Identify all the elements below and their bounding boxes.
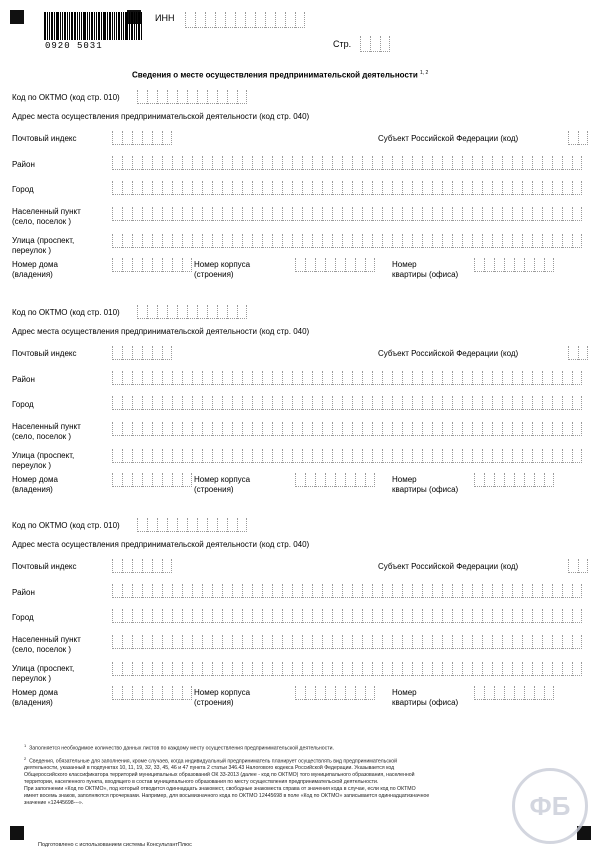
house-field-1[interactable] bbox=[112, 258, 192, 272]
settlement-field-1[interactable] bbox=[112, 207, 582, 221]
title-note: 1, 2 bbox=[419, 70, 429, 76]
street-label-3: Улица (проспект, bbox=[12, 664, 75, 673]
district-label-2: Район bbox=[12, 375, 35, 384]
page-label: Стр. bbox=[333, 39, 352, 49]
district-label-3: Район bbox=[12, 588, 35, 597]
settlement-label-line2-3: (село, поселок ) bbox=[12, 645, 72, 654]
footnote-2-line: имеет восемь знаков, заполняются прочерками. Например, для восьмизначного кода по ОКТМО 12445698 в поле «Код по ОКТМО» записывается одиннадцатизначное bbox=[24, 793, 430, 800]
footnote-2-line: При заполнении «Код по ОКТМО», под который отводится одиннадцать знакомест, свободные знакоместа справа от значения кода в случае, если код по ОКТМО bbox=[24, 786, 416, 793]
house-label-2: Номер дома bbox=[12, 475, 58, 484]
building-field-3[interactable] bbox=[295, 686, 375, 700]
oktmo-label-1: Код по ОКТМО (код стр. 010) bbox=[12, 93, 120, 102]
settlement-label-line2-1: (село, поселок ) bbox=[12, 217, 72, 226]
street-label-line2-2: переулок ) bbox=[12, 461, 52, 470]
page-title: Сведения о месте осуществления предпринимательской деятельности $^{1, 2}$ bbox=[132, 70, 429, 80]
street-label-line2-3: переулок ) bbox=[12, 674, 52, 683]
flat-label-2: Номер bbox=[392, 475, 417, 484]
footnote-2-line: деятельности, указанный в подпунктах 10, 11, 19, 32, 33, 45, 46 и 47 пункта 2 статьи 346.43 Налогового кодекса Российской Федерации. Указывается код bbox=[24, 765, 395, 772]
city-label-2: Город bbox=[12, 400, 34, 409]
prepared-note: Подготовлено с использованием системы КонсультантПлюс bbox=[38, 842, 192, 848]
region-field-3[interactable] bbox=[568, 559, 588, 573]
street-label-line2-1: переулок ) bbox=[12, 246, 52, 255]
house-field-2[interactable] bbox=[112, 473, 192, 487]
building-field-2[interactable] bbox=[295, 473, 375, 487]
address-label-3: Адрес места осуществления предпринимательской деятельности (код стр. 040) bbox=[12, 540, 310, 549]
oktmo-label-2: Код по ОКТМО (код стр. 010) bbox=[12, 308, 120, 317]
footnote-2: $^2$ Сведения, обязательные для заполнения, кроме случаев, когда индивидуальный предприниматель планирует осуществлять вид предпринимательской bbox=[24, 755, 398, 765]
flat-label-line2-2: квартиры (офиса) bbox=[392, 485, 459, 494]
building-label-2: Номер корпуса bbox=[194, 475, 251, 484]
corner-marker bbox=[10, 10, 24, 24]
barcode bbox=[44, 12, 143, 40]
city-label-3: Город bbox=[12, 613, 34, 622]
flat-label-3: Номер bbox=[392, 688, 417, 697]
footnote-1: $^1$ Заполняется необходимое количество данных листов по каждому месту осуществления предпринимательской деятельности. bbox=[24, 743, 334, 752]
postal-field-2[interactable] bbox=[112, 346, 172, 360]
oktmo-field-2[interactable] bbox=[137, 305, 247, 319]
flat-field-2[interactable] bbox=[474, 473, 554, 487]
inn-field[interactable] bbox=[185, 12, 305, 28]
footnote-2-line: территории, населенного пункта, входящего в состав муниципального образования по месту осуществления предпринимательской деятельности. bbox=[24, 779, 379, 786]
address-label-1: Адрес места осуществления предпринимательской деятельности (код стр. 040) bbox=[12, 112, 310, 121]
region-label-1: Субъект Российской Федерации (код) bbox=[378, 134, 519, 143]
district-field-3[interactable] bbox=[112, 584, 582, 598]
house-label-1: Номер дома bbox=[12, 260, 58, 269]
region-label-2: Субъект Российской Федерации (код) bbox=[378, 349, 519, 358]
postal-label-2: Почтовый индекс bbox=[12, 349, 77, 358]
city-field-1[interactable] bbox=[112, 181, 582, 195]
building-label-line2-3: (строения) bbox=[194, 698, 234, 707]
district-field-2[interactable] bbox=[112, 371, 582, 385]
district-field-1[interactable] bbox=[112, 156, 582, 170]
building-label-line2-1: (строения) bbox=[194, 270, 234, 279]
barcode-digits: 0920 5031 bbox=[45, 41, 103, 51]
flat-label-line2-1: квартиры (офиса) bbox=[392, 270, 459, 279]
region-field-2[interactable] bbox=[568, 346, 588, 360]
house-label-line2-2: (владения) bbox=[12, 485, 53, 494]
settlement-label-1: Населенный пункт bbox=[12, 207, 81, 216]
street-label-1: Улица (проспект, bbox=[12, 236, 75, 245]
house-label-line2-3: (владения) bbox=[12, 698, 53, 707]
settlement-field-3[interactable] bbox=[112, 635, 582, 649]
footnote-2-line: Общероссийского классификатора территорий муниципальных образований ОК 33-2013 (далее - код по ОКТМО) того муниципального образования, населенной bbox=[24, 772, 415, 779]
address-label-2: Адрес места осуществления предпринимательской деятельности (код стр. 040) bbox=[12, 327, 310, 336]
postal-field-1[interactable] bbox=[112, 131, 172, 145]
flat-label-line2-3: квартиры (офиса) bbox=[392, 698, 459, 707]
flat-label-1: Номер bbox=[392, 260, 417, 269]
page-number-field[interactable] bbox=[360, 36, 390, 52]
city-field-3[interactable] bbox=[112, 609, 582, 623]
region-field-1[interactable] bbox=[568, 131, 588, 145]
footnotes bbox=[24, 742, 584, 807]
region-label-3: Субъект Российской Федерации (код) bbox=[378, 562, 519, 571]
oktmo-field-3[interactable] bbox=[137, 518, 247, 532]
footnote-2-line: значение «12445698---». bbox=[24, 800, 84, 807]
building-label-3: Номер корпуса bbox=[194, 688, 251, 697]
flat-field-1[interactable] bbox=[474, 258, 554, 272]
postal-field-3[interactable] bbox=[112, 559, 172, 573]
house-label-3: Номер дома bbox=[12, 688, 58, 697]
inn-label: ИНН bbox=[155, 13, 175, 23]
house-field-3[interactable] bbox=[112, 686, 192, 700]
street-field-2[interactable] bbox=[112, 449, 582, 463]
district-label-1: Район bbox=[12, 160, 35, 169]
street-field-3[interactable] bbox=[112, 662, 582, 676]
oktmo-label-3: Код по ОКТМО (код стр. 010) bbox=[12, 521, 120, 530]
building-field-1[interactable] bbox=[295, 258, 375, 272]
corner-marker bbox=[10, 826, 24, 840]
postal-label-1: Почтовый индекс bbox=[12, 134, 77, 143]
city-label-1: Город bbox=[12, 185, 34, 194]
house-label-line2-1: (владения) bbox=[12, 270, 53, 279]
oktmo-field-1[interactable] bbox=[137, 90, 247, 104]
building-label-1: Номер корпуса bbox=[194, 260, 251, 269]
building-label-line2-2: (строения) bbox=[194, 485, 234, 494]
settlement-field-2[interactable] bbox=[112, 422, 582, 436]
postal-label-3: Почтовый индекс bbox=[12, 562, 77, 571]
city-field-2[interactable] bbox=[112, 396, 582, 410]
settlement-label-line2-2: (село, поселок ) bbox=[12, 432, 72, 441]
watermark-stamp: ФБ bbox=[512, 768, 588, 844]
settlement-label-2: Населенный пункт bbox=[12, 422, 81, 431]
flat-field-3[interactable] bbox=[474, 686, 554, 700]
settlement-label-3: Населенный пункт bbox=[12, 635, 81, 644]
street-field-1[interactable] bbox=[112, 234, 582, 248]
street-label-2: Улица (проспект, bbox=[12, 451, 75, 460]
